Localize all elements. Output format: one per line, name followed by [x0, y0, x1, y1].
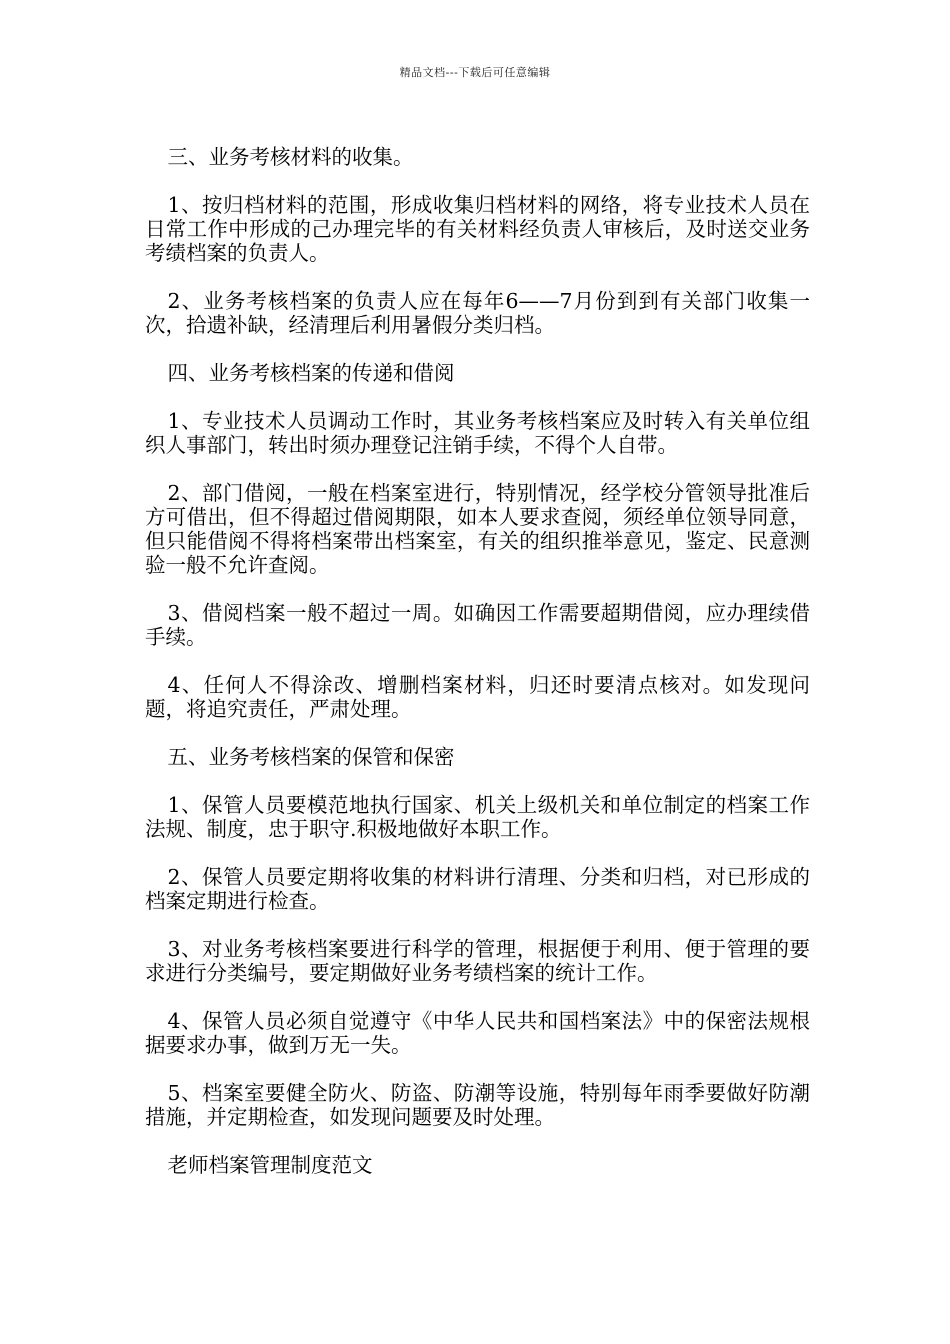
- paragraph: 2、部门借阅，一般在档案室进行，特别情况，经学校分管领导批准后方可借出，但不得超过借阅期限，如本人要求查阅，须经单位领导同意，但只能借阅不得将档案带出档案室，有关的组织推举意见，鉴定、民意测验一般不允许查阅。: [145, 481, 810, 577]
- section-heading: 五、业务考核档案的保管和保密: [167, 745, 455, 769]
- document-body: [145, 145, 810, 1201]
- page-header: 精品文档---下载后可任意编辑: [399, 66, 551, 79]
- paragraph: 4、保管人员必须自觉遵守《中华人民共和国档案法》中的保密法规根据要求办事，做到万无一失。: [145, 1009, 810, 1057]
- section-heading: 三、业务考核材料的收集。: [167, 145, 414, 169]
- section-heading: 四、业务考核档案的传递和借阅: [167, 361, 455, 385]
- paragraph: 2、业务考核档案的负责人应在每年6——7月份到到有关部门收集一次，拾遗补缺，经清理后利用暑假分类归档。: [145, 289, 810, 337]
- paragraph: 5、档案室要健全防火、防盗、防潮等设施，特别每年雨季要做好防潮措施，并定期检查，如发现问题要及时处理。: [145, 1081, 810, 1129]
- paragraph: 1、保管人员要模范地执行国家、机关上级机关和单位制定的档案工作法规、制度，忠于职守.积极地做好本职工作。: [145, 793, 810, 841]
- paragraph: 3、对业务考核档案要进行科学的管理，根据便于利用、便于管理的要求进行分类编号，要定期做好业务考绩档案的统计工作。: [145, 937, 810, 985]
- paragraph: 1、按归档材料的范围，形成收集归档材料的网络，将专业技术人员在日常工作中形成的己办理完毕的有关材料经负责人审核后，及时送交业务考绩档案的负责人。: [145, 193, 810, 265]
- section-heading: 老师档案管理制度范文: [167, 1153, 373, 1177]
- paragraph: 1、专业技术人员调动工作时，其业务考核档案应及时转入有关单位组织人事部门，转出时须办理登记注销手续，不得个人自带。: [145, 409, 810, 457]
- paragraph: 4、任何人不得涂改、增删档案材料，归还时要清点核对。如发现问题，将追究责任，严肃处理。: [145, 673, 810, 721]
- paragraph: 3、借阅档案一般不超过一周。如确因工作需要超期借阅，应办理续借手续。: [145, 601, 810, 649]
- paragraph: 2、保管人员要定期将收集的材料讲行清理、分类和归档，对已形成的档案定期进行检查。: [145, 865, 810, 913]
